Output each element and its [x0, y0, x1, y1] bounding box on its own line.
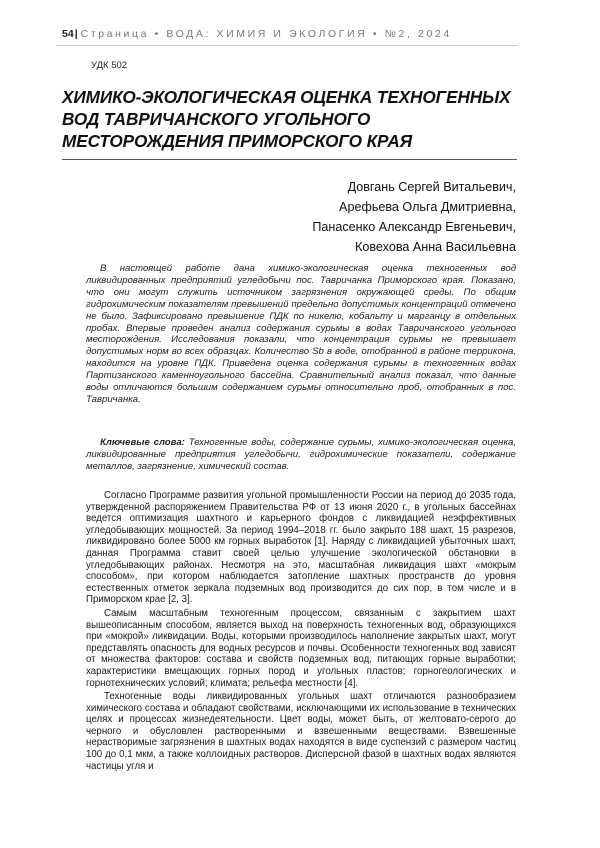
author-name: Довгань Сергей Витальевич,	[347, 180, 516, 194]
body-paragraph: Самым масштабным техногенным процессом, связанным с закрытием шахт вышеописанным способом, является выход на поверхность техногенных вод, образующихся при «мокрой» ликвидации. Воды, которыми производилось наполнение закрытых шахт, могут представлять опасность для водных ресурсов и почвы. Особенности техногенных вод зависят от множества факторов: состава и свойств подземных вод, питающих горные выработки; характеристики вмещающих горных пород и угольных пластов; горногеологических и горнотехнических условий; климата; рельефа местности [4].	[86, 607, 516, 689]
keywords	[86, 437, 516, 473]
udk-code: УДК 502	[91, 60, 128, 71]
body-paragraph: Техногенные воды ликвидированных угольных шахт отличаются разнообразием химического состава и обладают свойствами, исключающими их использование в технических целях и процессах жизнедеятельности. Цвет воды, может быть, от желтовато-серого до черного и обусловлен растворенными и взвешенными веществами. Взвешенные нерастворимые загрязнения в шахтных водах находятся в виде суспензий с размером частиц 100 до 0,1 мкм, а также коллоидных растворов. Дисперсной фазой в шахтных водах являются частицы угля и	[86, 691, 516, 772]
page-number: 54	[62, 28, 74, 40]
author-name: Арефьева Ольга Дмитриевна,	[339, 200, 516, 214]
keywords-label: Ключевые слова:	[100, 437, 185, 448]
header-rule	[56, 45, 517, 46]
body-paragraph: Согласно Программе развития угольной промышленности России на период до 2035 года, утвержденной распоряжением Правительства РФ от 13 июня 2020 г., в угольных бассейнах ведется оптимизация шахтного и карьерного фондов с ликвидацией неэффективных угледобывающих мощностей. За период 1994–2018 гг. было закрыто 188 шахт, 15 разрезов, ликвидировано более 5000 км горных выработок [1]. Наряду с ликвидацией убыточных шахт, данная Программа ставит своей целью улучшение экологической обстановки в угледобывающих районах. Несмотря на это, масштабная ликвидация шахт «мокрым способом», при котором наблюдается затопление шахтных пространств до уровня естественных отметок зеркала подземных вод производится до сих пор, в том числе и в Приморском крае [2, 3].	[86, 490, 516, 606]
abstract: В настоящей работе дана химико-экологическая оценка техногенных вод ликвидированных предприятий угледобычи пос. Тавричанка Приморского края. Показано, что они могут служить источником загрязнения окружающей среды. По общим гидрохимическим показателям превышений предельно допустимых концентраций отмечено не было. Зафиксировано превышение ПДК по никелю, кобальту и марганцу в отдельных пробах. Впервые проведен анализ содержания сурьмы в водах Тавричанского угольного месторождения. Исследования показали, что концентрация сурьмы не превышает допустимых норм во всех образцах. Количество Sb в воде, отобранной в районе терриконa, находится на уровне ПДК. Приведена оценка содержания сурьмы в техногенных водах Партизанского каменноугольного бассейна. Сравнительный анализ показал, что данные воды отличаются большим содержанием сурьмы относительно проб, отобранных в пос. Тавричанка.	[86, 263, 516, 405]
keywords-text: Техногенные воды, содержание сурьмы, химико-экологическая оценка, ликвидированные предприятия угледобычи, гидрохимические показатели, содержание металлов, загрязнение, химический состав.	[86, 437, 516, 472]
running-title: Страница • ВОДА: ХИМИЯ И ЭКОЛОГИЯ • №2, 2024	[80, 28, 452, 40]
body-text	[86, 490, 516, 774]
running-header	[62, 28, 542, 42]
author-list	[312, 177, 516, 257]
header-separator: |	[74, 28, 78, 40]
author-name: Ковехова Анна Васильевна	[355, 240, 516, 254]
author-name: Панасенко Александр Евгеньевич,	[312, 220, 516, 234]
title-rule	[62, 159, 517, 160]
article-title: ХИМИКО-ЭКОЛОГИЧЕСКАЯ ОЦЕНКА ТЕХНОГЕННЫХ ВОД ТАВРИЧАНСКОГО УГОЛЬНОГО МЕСТОРОЖДЕНИЯ ПРИМОРСКОГО КРАЯ	[62, 87, 511, 151]
